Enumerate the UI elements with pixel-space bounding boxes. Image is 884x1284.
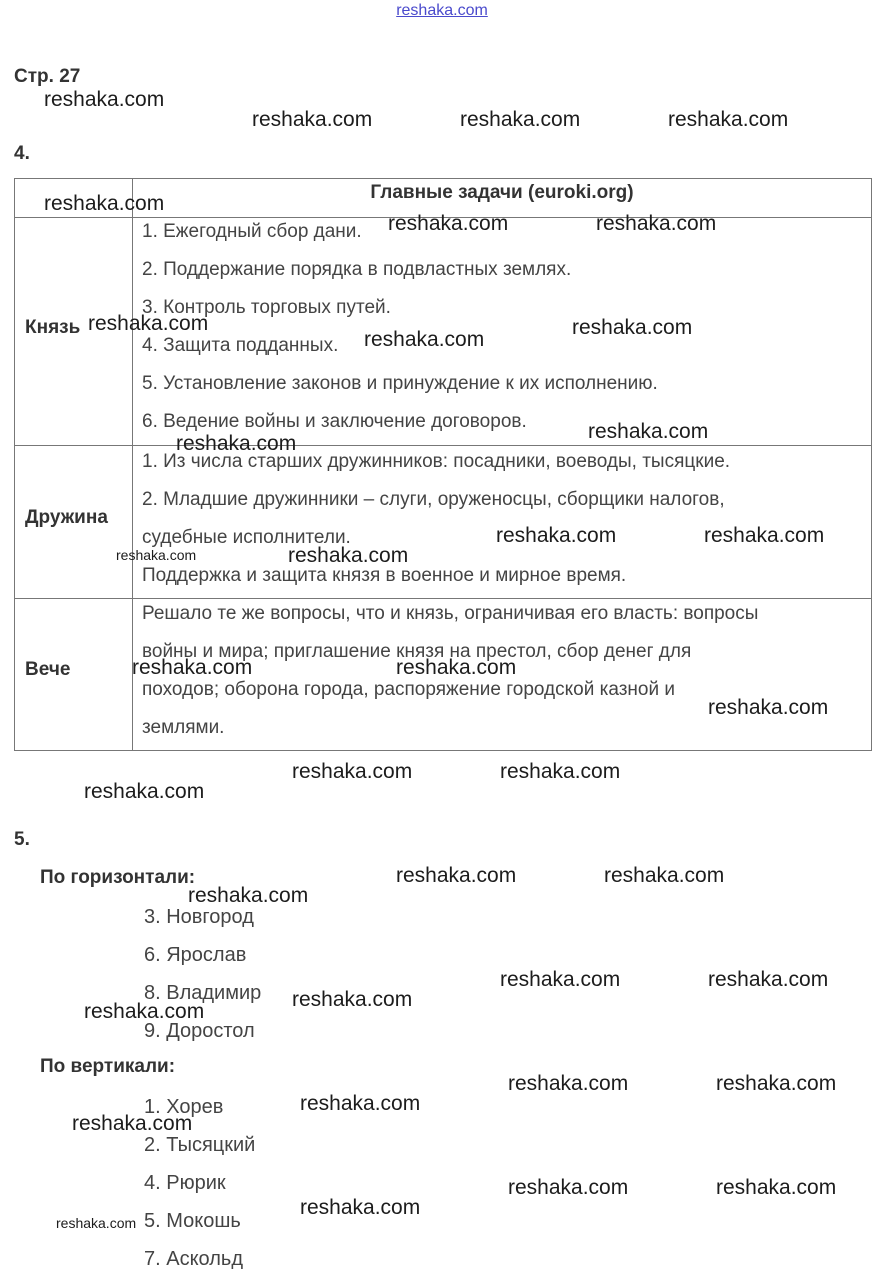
watermark-text: reshaka.com — [596, 212, 717, 235]
watermark-text: reshaka.com — [44, 192, 165, 215]
watermark-text: reshaka.com — [188, 884, 309, 907]
row-content-druzhina — [142, 449, 730, 601]
watermark-text: reshaka.com — [460, 108, 581, 131]
watermark-text: reshaka.com — [72, 1112, 193, 1135]
table-cell-line: 1. Ежегодный сбор дани. — [142, 221, 362, 242]
table-cell-line: войны и мира; приглашение князя на престол, сбор денег для — [142, 641, 692, 662]
watermark-text: reshaka.com — [176, 432, 297, 455]
table-cell-line: походов; оборона города, распоряжение городской казной и — [142, 679, 675, 700]
watermark-text: reshaka.com — [716, 1176, 837, 1199]
watermark-text: reshaka.com — [252, 108, 373, 131]
row-label-knyaz: Князь — [25, 317, 81, 338]
task-number-4: 4. — [14, 143, 30, 164]
task-number-5: 5. — [14, 829, 30, 850]
list-item: 9. Доростол — [144, 1020, 255, 1042]
watermark-text: reshaka.com — [604, 864, 725, 887]
table-header: Главные задачи (euroki.org) — [370, 182, 634, 203]
watermark-text: reshaka.com — [508, 1176, 629, 1199]
list-item: 1. Хорев — [144, 1096, 224, 1118]
table-cell-line: 6. Ведение войны и заключение договоров. — [142, 411, 527, 432]
table-cell-line: 2. Младшие дружинники – слуги, оруженосцы, сборщики налогов, — [142, 489, 725, 510]
list-item: 3. Новгород — [144, 906, 254, 928]
watermark-text: reshaka.com — [292, 760, 413, 783]
list-item: 4. Рюрик — [144, 1172, 226, 1194]
vertical-title: По вертикали: — [40, 1056, 176, 1077]
watermark-text: reshaka.com — [132, 656, 253, 679]
list-item: 8. Владимир — [144, 982, 262, 1004]
table-cell-line: 4. Защита подданных. — [142, 335, 339, 356]
row-label-veche: Вече — [25, 659, 71, 680]
watermark-text: reshaka.com — [88, 312, 209, 335]
watermark-text: reshaka.com — [116, 547, 197, 563]
watermark-text: reshaka.com — [572, 316, 693, 339]
table-cell-line: 3. Контроль торговых путей. — [142, 297, 391, 318]
list-item: 5. Мокошь — [144, 1210, 241, 1232]
row-label-druzhina: Дружина — [25, 507, 108, 528]
table-cell-line: Решало те же вопросы, что и князь, ограничивая его власть: вопросы — [142, 603, 759, 624]
list-item: 6. Ярослав — [144, 944, 247, 966]
site-url-link[interactable]: reshaka.com — [396, 2, 488, 19]
list-item: 7. Аскольд — [144, 1248, 243, 1270]
page-label: Стр. 27 — [14, 66, 81, 87]
watermark-text: reshaka.com — [84, 1000, 205, 1023]
watermark-text: reshaka.com — [396, 864, 517, 887]
watermark-text: reshaka.com — [500, 760, 621, 783]
horizontal-answers-list — [144, 904, 261, 1056]
watermark-text: reshaka.com — [300, 1196, 421, 1219]
watermark-text: reshaka.com — [708, 968, 829, 991]
table-cell-line: 5. Установление законов и принуждение к их исполнению. — [142, 373, 658, 394]
watermark-text: reshaka.com — [668, 108, 789, 131]
table-cell-line: Поддержка и защита князя в военное и мирное время. — [142, 565, 627, 586]
watermark-text: reshaka.com — [56, 1215, 137, 1231]
table-cell-line: 2. Поддержание порядка в подвластных землях. — [142, 259, 572, 280]
watermark-text: reshaka.com — [44, 88, 165, 111]
table-cell-line: судебные исполнители. — [142, 527, 351, 548]
watermark-text: reshaka.com — [716, 1072, 837, 1095]
watermark-text: reshaka.com — [364, 328, 485, 351]
watermark-text: reshaka.com — [396, 656, 517, 679]
list-item: 2. Тысяцкий — [144, 1134, 256, 1156]
table-cell-line: 1. Из числа старших дружинников: посадники, воеводы, тысяцкие. — [142, 451, 731, 472]
watermark-text: reshaka.com — [300, 1092, 421, 1115]
watermark-text: reshaka.com — [588, 420, 709, 443]
watermark-text: reshaka.com — [500, 968, 621, 991]
watermark-text: reshaka.com — [292, 988, 413, 1011]
watermark-text: reshaka.com — [708, 696, 829, 719]
watermark-text: reshaka.com — [496, 524, 617, 547]
watermark-text: reshaka.com — [508, 1072, 629, 1095]
watermark-text: reshaka.com — [288, 544, 409, 567]
watermark-text: reshaka.com — [704, 524, 825, 547]
watermark-text: reshaka.com — [84, 780, 205, 803]
table-cell-line: землями. — [142, 717, 225, 738]
watermark-text: reshaka.com — [388, 212, 509, 235]
horizontal-title: По горизонтали: — [40, 867, 196, 888]
